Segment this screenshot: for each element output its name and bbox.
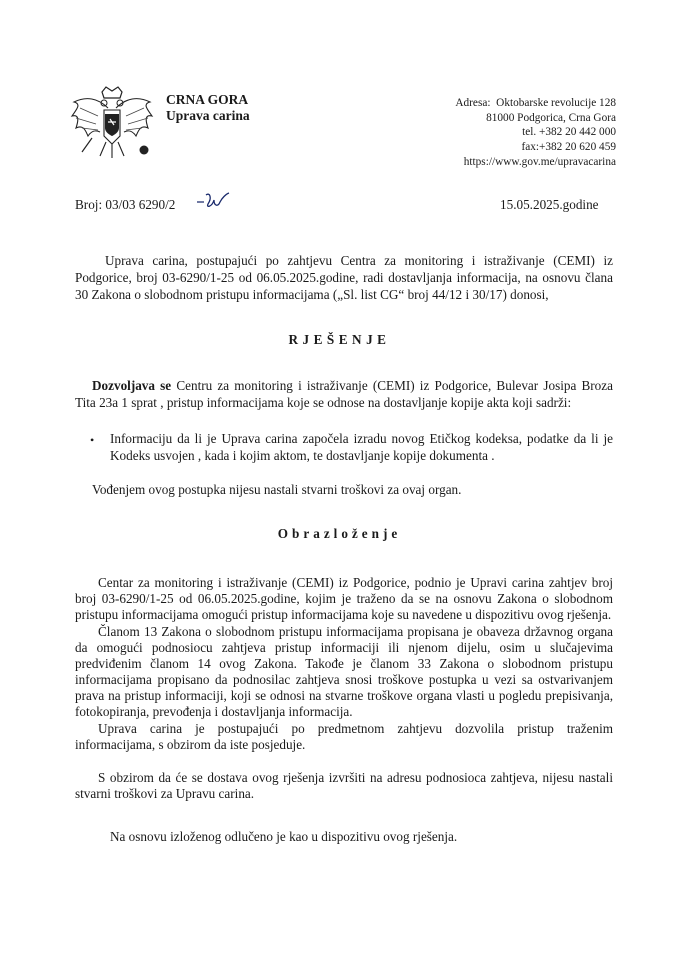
- address-city: 81000 Podgorica, Crna Gora: [486, 111, 616, 124]
- intro-line-2: Podgorice, broj 03-6290/1-25 od 06.05.2025.godine, radi dostavljanja informacija, na osnovu člana: [75, 270, 613, 285]
- address-website[interactable]: https://www.gov.me/upravacarina: [463, 155, 616, 168]
- reasoning-p2-line-1: Članom 13 Zakona o slobodnom pristupu informacijama propisana je obaveza državnog organa: [98, 624, 613, 639]
- bullet-icon: •: [90, 433, 95, 447]
- reasoning-p2-line-5: prava na pristup informaciji, koji se odnosi na stvarne troškove organa vlasti u pogledu prepisivanja,: [75, 688, 613, 703]
- decision-line-2: Tita 23a 1 sprat , pristup informacijama koje se odnose na dostavljanje kopije akta koji sadrži:: [75, 395, 572, 410]
- decision-line-1-rest: Centru za monitoring i istraživanje (CEMI) iz Podgorice, Bulevar Josipa Broza: [171, 378, 613, 393]
- bullet-line-2: Kodeks usvojen , kada i kojim aktom, te dostavljanje kopije dokumenta .: [110, 448, 495, 463]
- decision-line-1: [92, 378, 613, 394]
- reasoning-p2-line-3: predviđenim članom 14 ovog Zakona. Takođe je članom 33 Zakona o slobodnom pristupu: [75, 656, 613, 671]
- reasoning-p2-line-2: da omogući podnosiocu zahtjeva pristup informaciji ili njenom dijelu, osim u slučajevima: [75, 640, 613, 655]
- reference-number: Broj: 03/03 6290/2: [75, 197, 176, 212]
- montenegro-coat-of-arms-icon: [68, 86, 156, 168]
- handwritten-signature-mark: [196, 190, 230, 212]
- reasoning-p4-line-2: stvarni troškovi za Upravu carina.: [75, 786, 255, 801]
- decision-title: RJEŠENJE: [288, 332, 391, 347]
- decision-lead: Dozvoljava se: [92, 378, 172, 393]
- conclusion: Na osnovu izloženog odlučeno je kao u dispozitivu ovog rješenja.: [110, 829, 458, 844]
- reasoning-p1-line-2: broj 03-6290/1-25 od 06.05.2025.godine, kojim je traženo da se na osnovu Zakona o slobodnom: [75, 591, 613, 606]
- authority-name: Uprava carina: [166, 108, 250, 123]
- reasoning-p2-line-4: informacijama propisano da podnosilac zahtjeva snosi troškove postupka u vezi sa ostvarivanjem: [75, 672, 613, 687]
- address-fax: fax:+382 20 620 459: [521, 141, 616, 154]
- country-name: CRNA GORA: [166, 92, 249, 107]
- reasoning-p1-line-3: pristupu informacijama omogući pristup informacijama koje su navedene u dispozitivu ovog rješenja.: [75, 607, 612, 622]
- address-street: Adresa: Oktobarske revolucije 128: [455, 97, 616, 109]
- address-phone: tel. +382 20 442 000: [522, 126, 616, 139]
- reasoning-p4-line-1: S obzirom da će se dostava ovog rješenja izvršiti na adresu podnosioca zahtjeva, nijesu nastali: [98, 770, 613, 785]
- reasoning-p3-line-2: informacijama, s obzirom da iste posjeduje.: [75, 737, 306, 752]
- reasoning-title: Obrazloženje: [277, 526, 402, 541]
- reasoning-p1-line-1: Centar za monitoring i istraživanje (CEMI) iz Podgorice, podnio je Upravi carina zahtjev broj: [98, 575, 613, 590]
- reasoning-p3-line-1: Uprava carina je postupajući po predmetnom zahtjevu dozvolila pristup traženim: [98, 721, 613, 736]
- costs-statement: Vođenjem ovog postupka nijesu nastali stvarni troškovi za ovaj organ.: [92, 482, 462, 497]
- document-date: 15.05.2025.godine: [500, 197, 599, 212]
- bullet-line-1: Informaciju da li je Uprava carina započela izradu novog Etičkog kodeksa, podatke da li je: [110, 431, 613, 446]
- reasoning-p2-line-6: fotokopiranja, prevođenja i dostavljanja informacija.: [75, 704, 353, 719]
- address-block: [430, 96, 616, 170]
- intro-line-1: Uprava carina, postupajući po zahtjevu Centra za monitoring i istraživanje (CEMI) iz: [105, 253, 613, 268]
- intro-line-3: 30 Zakona o slobodnom pristupu informacijama („Sl. list CG“ broj 44/12 i 30/17) donosi,: [75, 287, 549, 302]
